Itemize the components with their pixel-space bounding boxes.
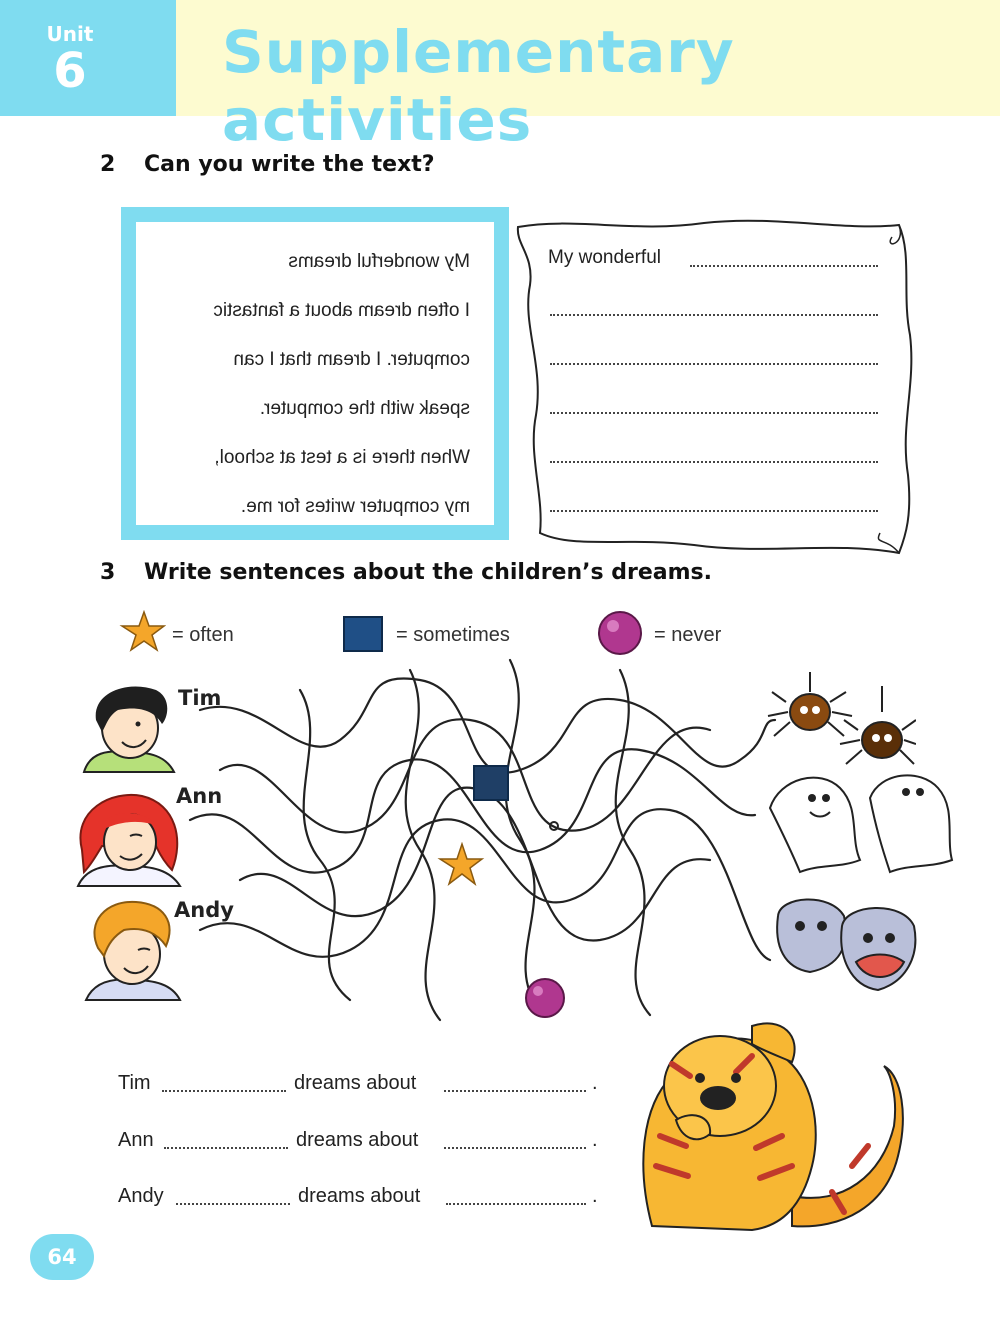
sentence-tim-middle: dreams about xyxy=(294,1072,417,1094)
sentence-tim-blank-1[interactable] xyxy=(162,1090,286,1092)
ghosts-illustration xyxy=(760,768,955,880)
sentence-ann-blank-1[interactable] xyxy=(164,1147,288,1149)
answer-line-1[interactable] xyxy=(690,265,878,267)
ann-face-illustration xyxy=(72,790,187,890)
answer-line-5[interactable] xyxy=(550,461,878,463)
maze-circle-marker xyxy=(523,976,567,1020)
unit-label: Unit xyxy=(46,22,94,46)
andy-face-illustration xyxy=(80,898,185,1004)
sentence-name-ann: Ann xyxy=(118,1129,154,1151)
monsters-illustration xyxy=(770,886,920,998)
sentence-ann-blank-2[interactable] xyxy=(444,1147,586,1149)
child-name-andy: Andy xyxy=(174,898,234,922)
mirrored-line-2: I often dream about a fantastic xyxy=(213,300,470,321)
sentence-name-andy: Andy xyxy=(118,1185,164,1207)
sentence-andy-blank-2[interactable] xyxy=(446,1203,586,1205)
spiders-illustration xyxy=(766,672,916,772)
sentence-ann xyxy=(118,1129,154,1152)
sentence-andy-middle: dreams about xyxy=(298,1185,421,1207)
sentence-ann-end: . xyxy=(592,1129,598,1151)
unit-tab xyxy=(0,0,176,116)
exercise-2-number: 2 xyxy=(100,152,116,177)
exercise-3-title xyxy=(100,560,712,585)
unit-number: 6 xyxy=(53,43,87,99)
sentence-andy xyxy=(118,1185,164,1208)
tim-face-illustration xyxy=(78,680,178,775)
maze-square-marker xyxy=(472,764,512,802)
maze-star-marker xyxy=(434,842,486,888)
exercise-3-heading: Write sentences about the children’s dreams. xyxy=(144,560,712,585)
tiger-illustration xyxy=(632,1016,912,1232)
maze-paths xyxy=(180,650,780,1030)
answer-line-2[interactable] xyxy=(550,314,878,316)
legend-sometimes: = sometimes xyxy=(396,624,510,646)
mirrored-line-3: computer. I dream that I can xyxy=(233,349,470,370)
sentence-tim xyxy=(118,1072,151,1095)
sentence-ann-middle: dreams about xyxy=(296,1129,419,1151)
sentence-tim-blank-2[interactable] xyxy=(444,1090,586,1092)
mirrored-line-6: my computer writes for me. xyxy=(240,496,470,517)
answer-line-6[interactable] xyxy=(550,510,878,512)
page-title: Supplementary activities xyxy=(222,18,735,154)
answer-line-3[interactable] xyxy=(550,363,878,365)
mirrored-text-panel xyxy=(136,222,494,525)
exercise-3-number: 3 xyxy=(100,560,116,585)
child-name-tim: Tim xyxy=(178,686,222,710)
legend-often: = often xyxy=(172,624,234,646)
sentence-andy-end: . xyxy=(592,1185,598,1207)
mirrored-line-5: When there is a test at school, xyxy=(214,447,470,468)
exercise-2-heading: Can you write the text? xyxy=(144,152,435,177)
mirrored-text-box xyxy=(121,207,509,540)
exercise-2-title xyxy=(100,152,435,177)
page-number: 64 xyxy=(30,1234,94,1280)
child-name-ann: Ann xyxy=(176,784,223,808)
legend-never: = never xyxy=(654,624,722,646)
mirrored-line-4: speak with the computer. xyxy=(259,398,470,419)
sentence-tim-end: . xyxy=(592,1072,598,1094)
sentence-andy-blank-1[interactable] xyxy=(176,1203,290,1205)
star-icon xyxy=(116,610,166,654)
mirrored-line-1: My wonderful dreams xyxy=(288,251,470,272)
sentence-name-tim: Tim xyxy=(118,1072,151,1094)
answer-lead-text: My wonderful xyxy=(548,247,661,268)
answer-line-4[interactable] xyxy=(550,412,878,414)
square-icon xyxy=(342,614,386,654)
